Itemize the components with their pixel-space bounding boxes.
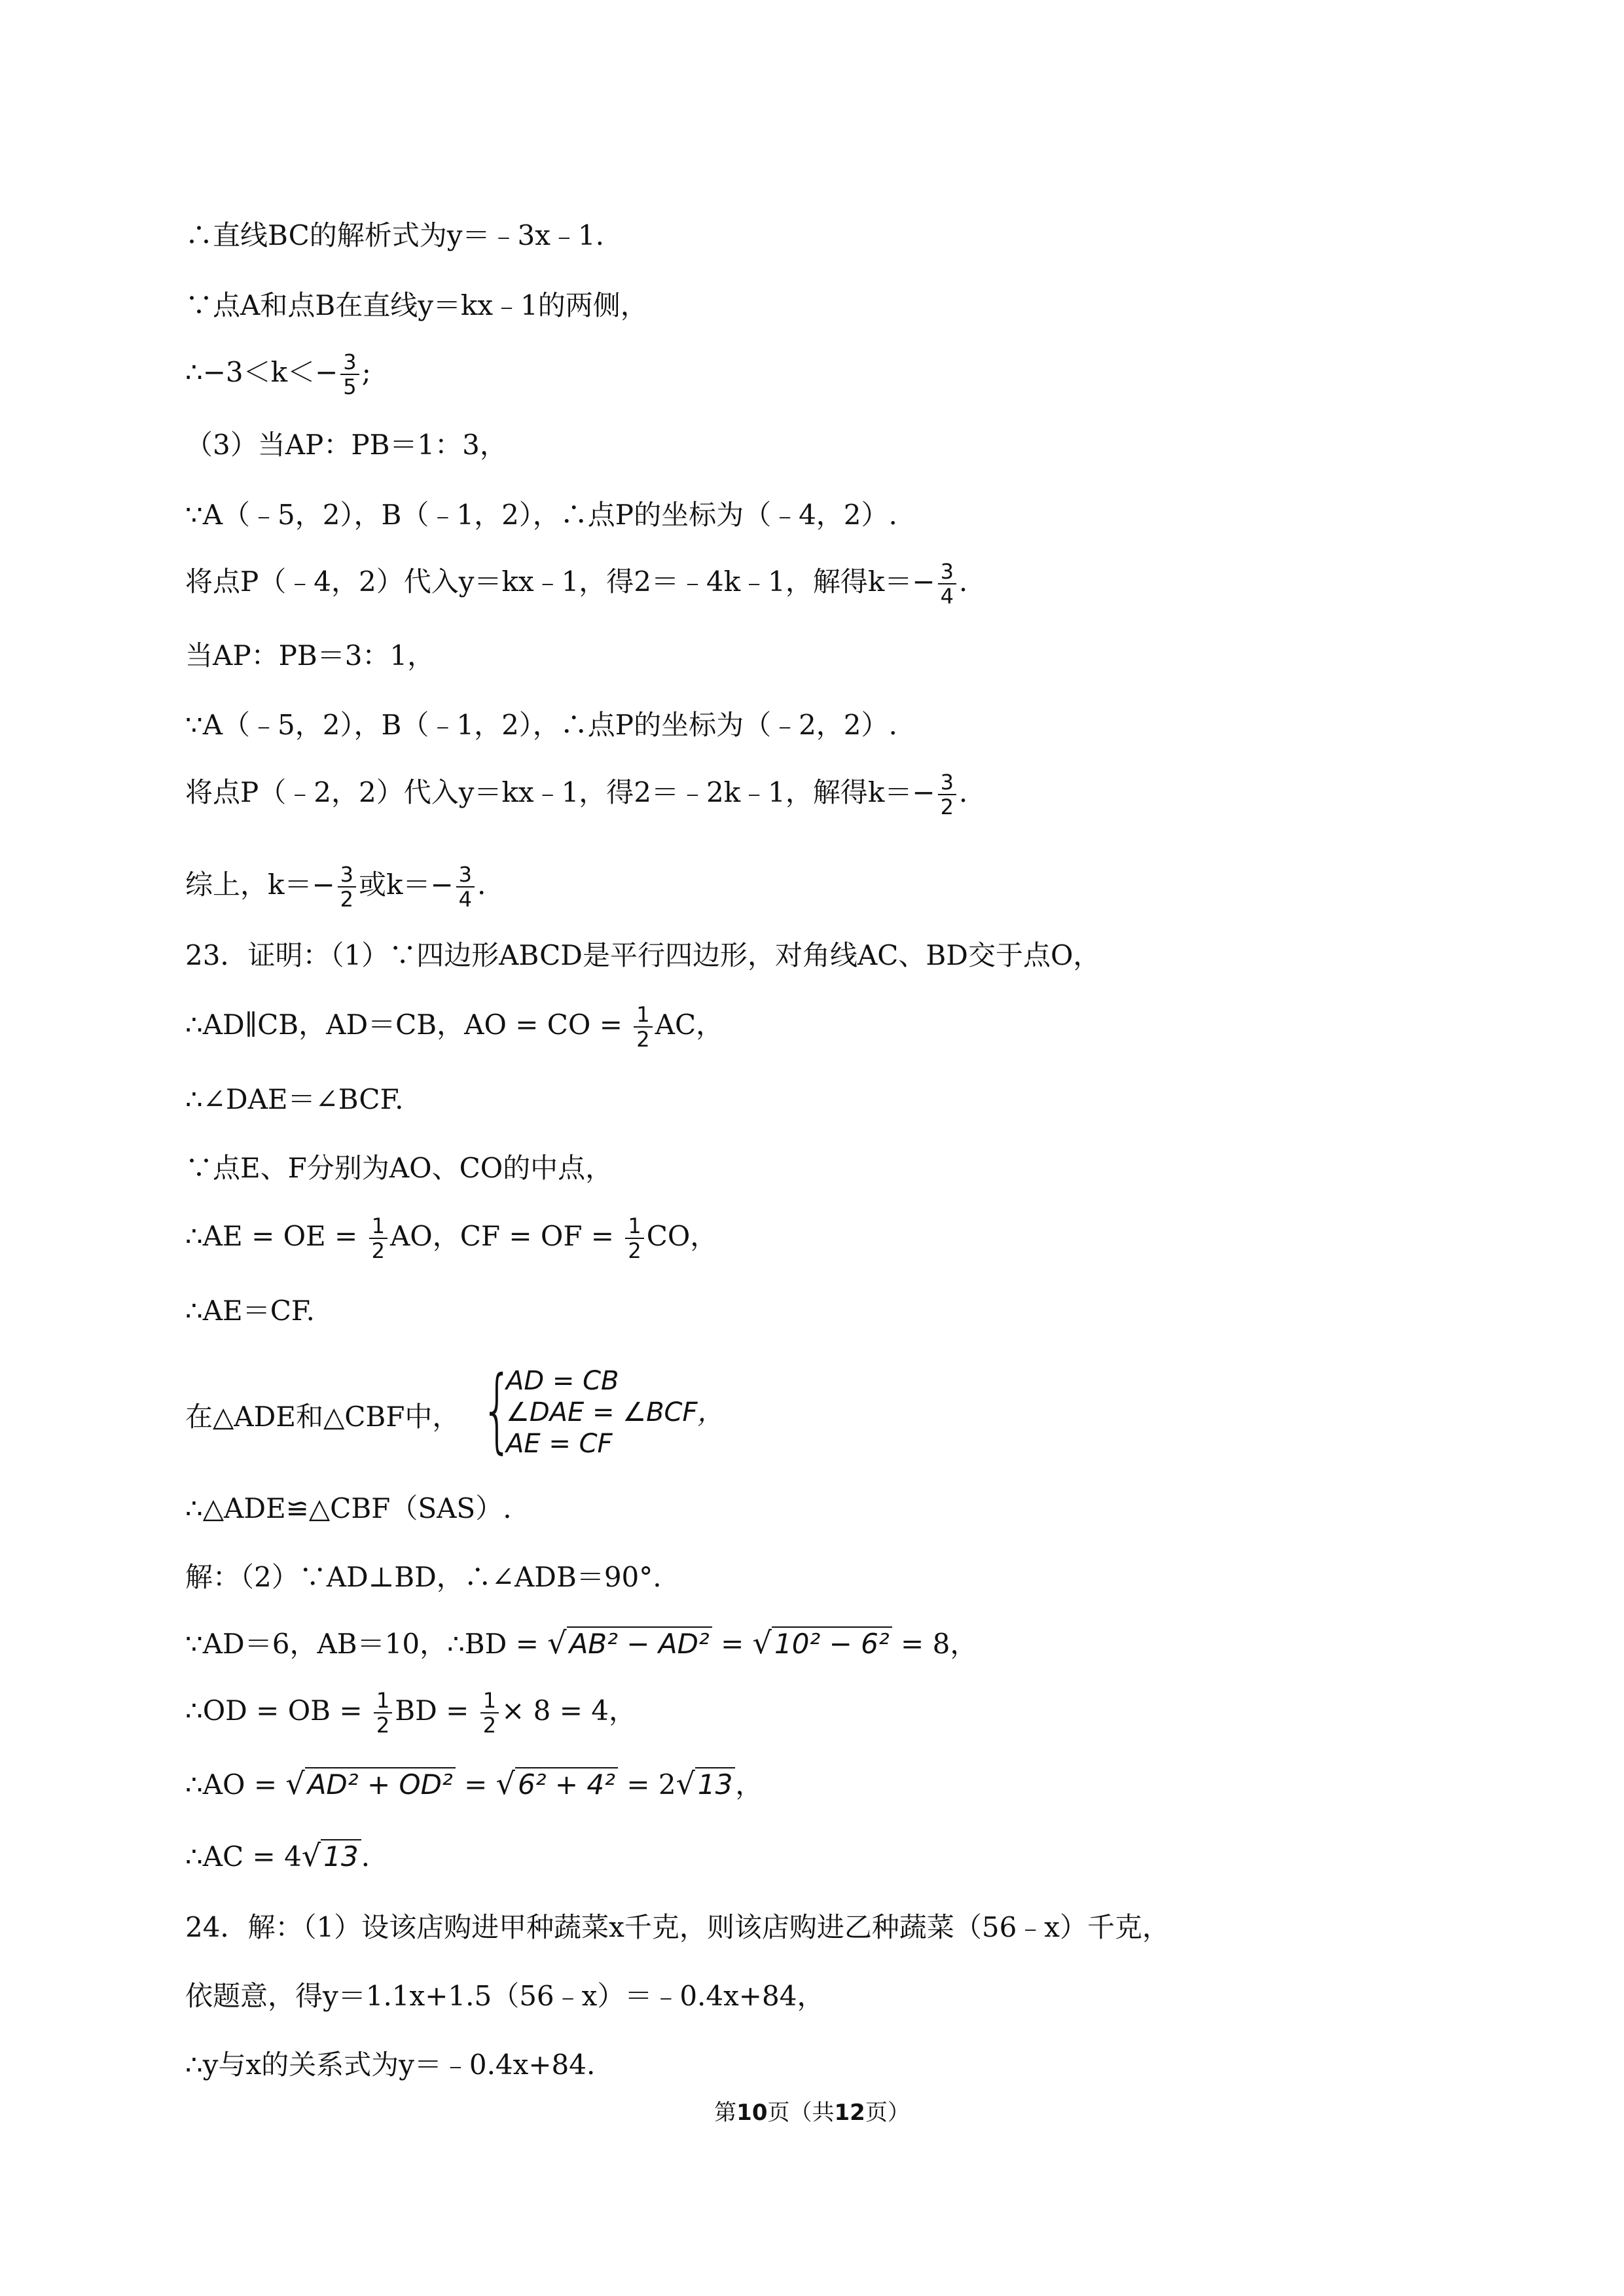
line-15-mid: AO，CF = OF = [389,1220,623,1252]
denominator: 2 [628,1238,641,1263]
square-root [302,1836,361,1876]
line-21-prefix: ∴OD = OB = [185,1695,371,1727]
line-20 [185,1623,977,1664]
denominator: 4 [940,584,954,609]
line-16: ∴AE＝CF. [185,1295,315,1327]
radicand: AB² − AD² [567,1626,712,1660]
system-row: AD = CB [506,1366,619,1396]
line-25: 依题意，得y＝1.1x+1.5（56﹣x）＝﹣0.4x+84， [185,1980,825,2012]
line-03-prefix: ∴−3＜k＜− [185,356,338,388]
line-22-mid: = [455,1768,496,1801]
line-24: 24．解：（1）设该店购进甲种蔬菜x千克，则该店购进乙种蔬菜（56﹣x）千克， [185,1911,1170,1943]
line-09 [185,770,967,819]
fraction [625,1214,643,1263]
line-23-suffix: . [361,1840,370,1873]
numerator: 1 [634,1003,652,1028]
radicand: 6² + 4² [515,1767,618,1801]
numerator: 3 [456,863,475,888]
line-12 [185,1003,723,1051]
line-10-suffix: . [477,869,486,901]
radical-icon: √ [496,1766,515,1801]
line-21-suffix: × 8 = 4， [501,1695,636,1727]
denominator: 2 [340,887,354,912]
footer-mid: 页（共 [767,2100,835,2126]
footer-post: 页） [865,2100,910,2126]
line-22-mid2: = 2 [617,1768,676,1801]
square-root [285,1764,455,1804]
fraction [634,1003,652,1051]
numerator: 1 [480,1689,499,1713]
line-21 [185,1689,636,1737]
square-root [676,1764,736,1804]
line-15-prefix: ∴AE = OE = [185,1220,367,1252]
radicand: 13 [321,1839,361,1873]
numerator: 3 [340,350,359,375]
radical-icon: √ [285,1766,305,1801]
denominator: 2 [940,795,954,819]
fraction [374,1689,392,1737]
numerator: 3 [338,863,356,888]
fraction [480,1689,499,1737]
line-06-suffix: . [958,565,968,598]
numerator: 3 [938,560,956,584]
line-18: ∴△ADE≌△CBF（SAS）. [185,1492,512,1524]
line-04: （3）当AP：PB＝1：3， [185,429,507,461]
footer-pre: 第 [714,2100,737,2126]
fraction [456,863,475,911]
curly-brace-icon: { [481,1357,513,1463]
line-15-suffix: CO， [646,1220,718,1252]
line-23 [185,1836,370,1876]
line-23-prefix: ∴AC = 4 [185,1840,302,1873]
numerator: 3 [938,770,956,795]
radicand: AD² + OD² [305,1767,456,1801]
radicand: 13 [695,1767,735,1801]
line-03-suffix: ; [361,356,371,388]
line-05: ∵A（﹣5，2），B（﹣1，2），∴点P的坐标为（﹣4，2）. [185,499,897,531]
system-row: ∠DAE = ∠BCF， [506,1397,724,1427]
line-06-prefix: 将点P（﹣4，2）代入y＝kx﹣1，得2＝﹣4k﹣1，解得k＝− [185,565,935,598]
line-26: ∴y与x的关系式为y＝﹣0.4x+84. [185,2049,596,2081]
numerator: 1 [374,1689,392,1713]
fraction [938,560,956,608]
system-row: AE = CF [506,1429,613,1459]
line-22-prefix: ∴AO = [185,1768,286,1801]
line-22-suffix: ， [735,1768,763,1801]
radicand: 10² − 6² [772,1626,892,1660]
line-17-prefix: 在△ADE和△CBF中， [185,1401,460,1433]
page-number: 10 [736,2100,768,2126]
square-root [753,1623,892,1664]
line-01: ∴直线BC的解析式为y＝﹣3x﹣1. [185,219,604,251]
line-10-mid: 或k＝− [359,869,454,901]
line-20-mid: = [712,1628,753,1660]
radical-icon: √ [547,1625,567,1660]
equation-system [506,1365,723,1460]
denominator: 2 [376,1713,390,1738]
line-15 [185,1214,717,1263]
radical-icon: √ [676,1766,695,1801]
denominator: 5 [343,374,357,399]
fraction [338,863,356,911]
line-21-mid: BD = [395,1695,478,1727]
line-10-prefix: 综上，k＝− [185,869,335,901]
denominator: 2 [636,1027,650,1052]
denominator: 2 [371,1238,385,1263]
line-07: 当AP：PB＝3：1， [185,639,435,672]
line-08: ∵A（﹣5，2），B（﹣1，2），∴点P的坐标为（﹣2，2）. [185,709,897,741]
line-19: 解：（2）∵AD⊥BD，∴∠ADB＝90°. [185,1561,662,1593]
line-03 [185,350,371,399]
fraction [369,1214,388,1263]
line-09-prefix: 将点P（﹣2，2）代入y＝kx﹣1，得2＝﹣2k﹣1，解得k＝− [185,776,935,808]
line-22 [185,1764,763,1804]
line-14: ∵点E、F分别为AO、CO的中点， [185,1152,613,1184]
line-11: 23．证明：（1）∵四边形ABCD是平行四边形，对角线AC、BD交于点O， [185,939,1101,971]
denominator: 2 [482,1713,497,1738]
square-root [496,1764,618,1804]
numerator: 1 [369,1214,388,1239]
line-02: ∵点A和点B在直线y＝kx﹣1的两侧， [185,289,648,321]
radical-icon: √ [301,1838,321,1873]
line-12-prefix: ∴AD∥CB，AD＝CB，AO = CO = [185,1009,632,1041]
radical-icon: √ [752,1625,772,1660]
numerator: 1 [625,1214,643,1239]
line-20-suffix: = 8， [892,1628,978,1660]
fraction [938,770,956,819]
line-06 [185,560,967,608]
square-root [547,1623,712,1664]
fraction [340,350,359,399]
page-footer [0,2094,1624,2126]
line-12-suffix: AC， [655,1009,724,1041]
line-13: ∴∠DAE＝∠BCF. [185,1083,404,1115]
line-20-prefix: ∵AD＝6，AB＝10，∴BD = [185,1628,548,1660]
denominator: 4 [458,887,473,912]
total-pages: 12 [834,2100,865,2126]
line-10 [185,863,486,911]
line-09-suffix: . [958,776,968,808]
